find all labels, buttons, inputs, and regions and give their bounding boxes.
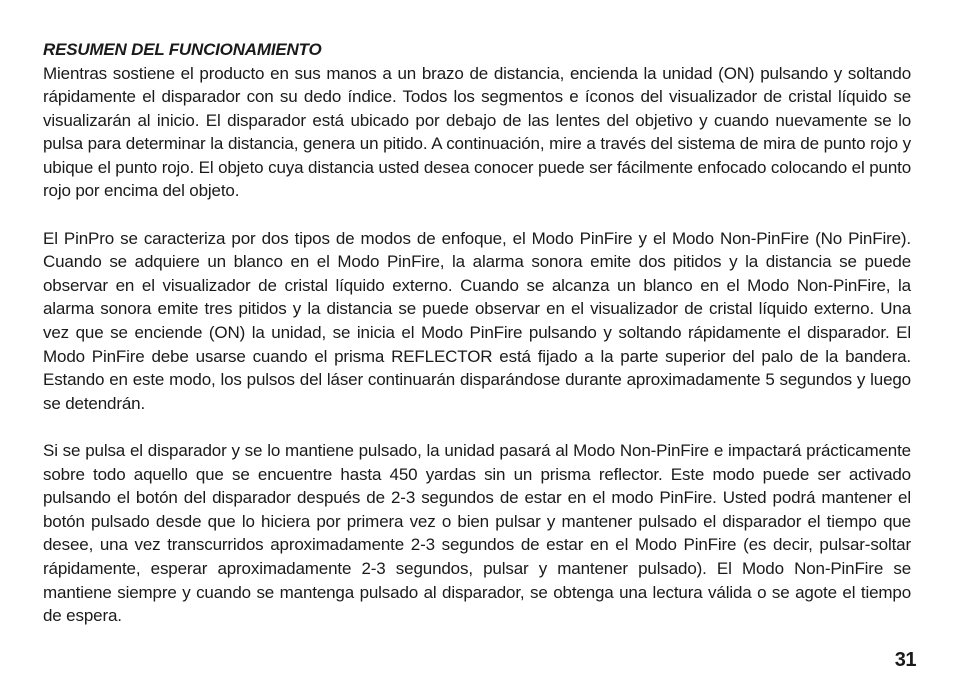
document-page-content: [43, 38, 911, 628]
paragraph-non-pinfire-mode: Si se pulsa el disparador y se lo mantiene pulsado, la unidad pasará al Modo Non-PinFire e impactará prácticamente sobre todo aquello que se encuentre hasta 450 yardas sin un prisma reflector. Este modo puede ser activado pulsando el botón del disparador después de 2-3 segundos de estar en el modo PinFire. Usted podrá mantener el botón pulsado desde que lo hiciera por primera vez o bien pulsar y mantener pulsado el disparador el tiempo que desee, una vez transcurridos aproximadamente 2-3 segundos de estar en el Modo PinFire (es decir, pulsar-soltar rápidamente, esperar aproximadamente 2-3 segundos, pulsar y mantener pulsado). El Modo Non-PinFire se mantiene siempre y cuando se mantenga pulsado al disparador, se obtenga una lectura válida o se agote el tiempo de espera.: [43, 441, 911, 626]
paragraph-focus-modes: El PinPro se caracteriza por dos tipos de modos de enfoque, el Modo PinFire y el Modo Non-PinFire (No PinFire). Cuando se adquiere un blanco en el Modo PinFire, la alarma sonora emite dos pitidos y la distancia se puede observar en el visualizador de cristal líquido externo. Cuando se alcanza un blanco en el Modo Non-PinFire, la alarma sonora emite tres pitidos y la distancia se puede observar en el visualizador de cristal líquido externo. Una vez que se enciende (ON) la unidad, se inicia el Modo PinFire pulsando y soltando rápidamente el disparador. El Modo PinFire debe usarse cuando el prisma REFLECTOR está fijado a la parte superior del palo de la bandera. Estando en este modo, los pulsos del láser continuarán disparándose durante aproximadamente 5 segundos y luego se detendrán.: [43, 228, 911, 413]
paragraph-operation-summary: Mientras sostiene el producto en sus manos a un brazo de distancia, encienda la unidad (ON) pulsando y soltando rápidamente el disparador con su dedo índice. Todos los segmentos e íconos del visualizador de cristal líquido se visualizarán al inicio. El disparador está ubicado por debajo de las lentes del objetivo y cuando nuevamente se lo pulsa para determinar la distancia, genera un pitido. A continuación, mire a través del sistema de mira de punto rojo y ubique el punto rojo. El objeto cuya distancia usted desea conocer puede ser fácilmente enfocado colocando el punto rojo por encima del objeto.: [43, 63, 911, 201]
page-number: 31: [894, 649, 916, 671]
section-heading: RESUMEN DEL FUNCIONAMIENTO: [43, 40, 322, 59]
